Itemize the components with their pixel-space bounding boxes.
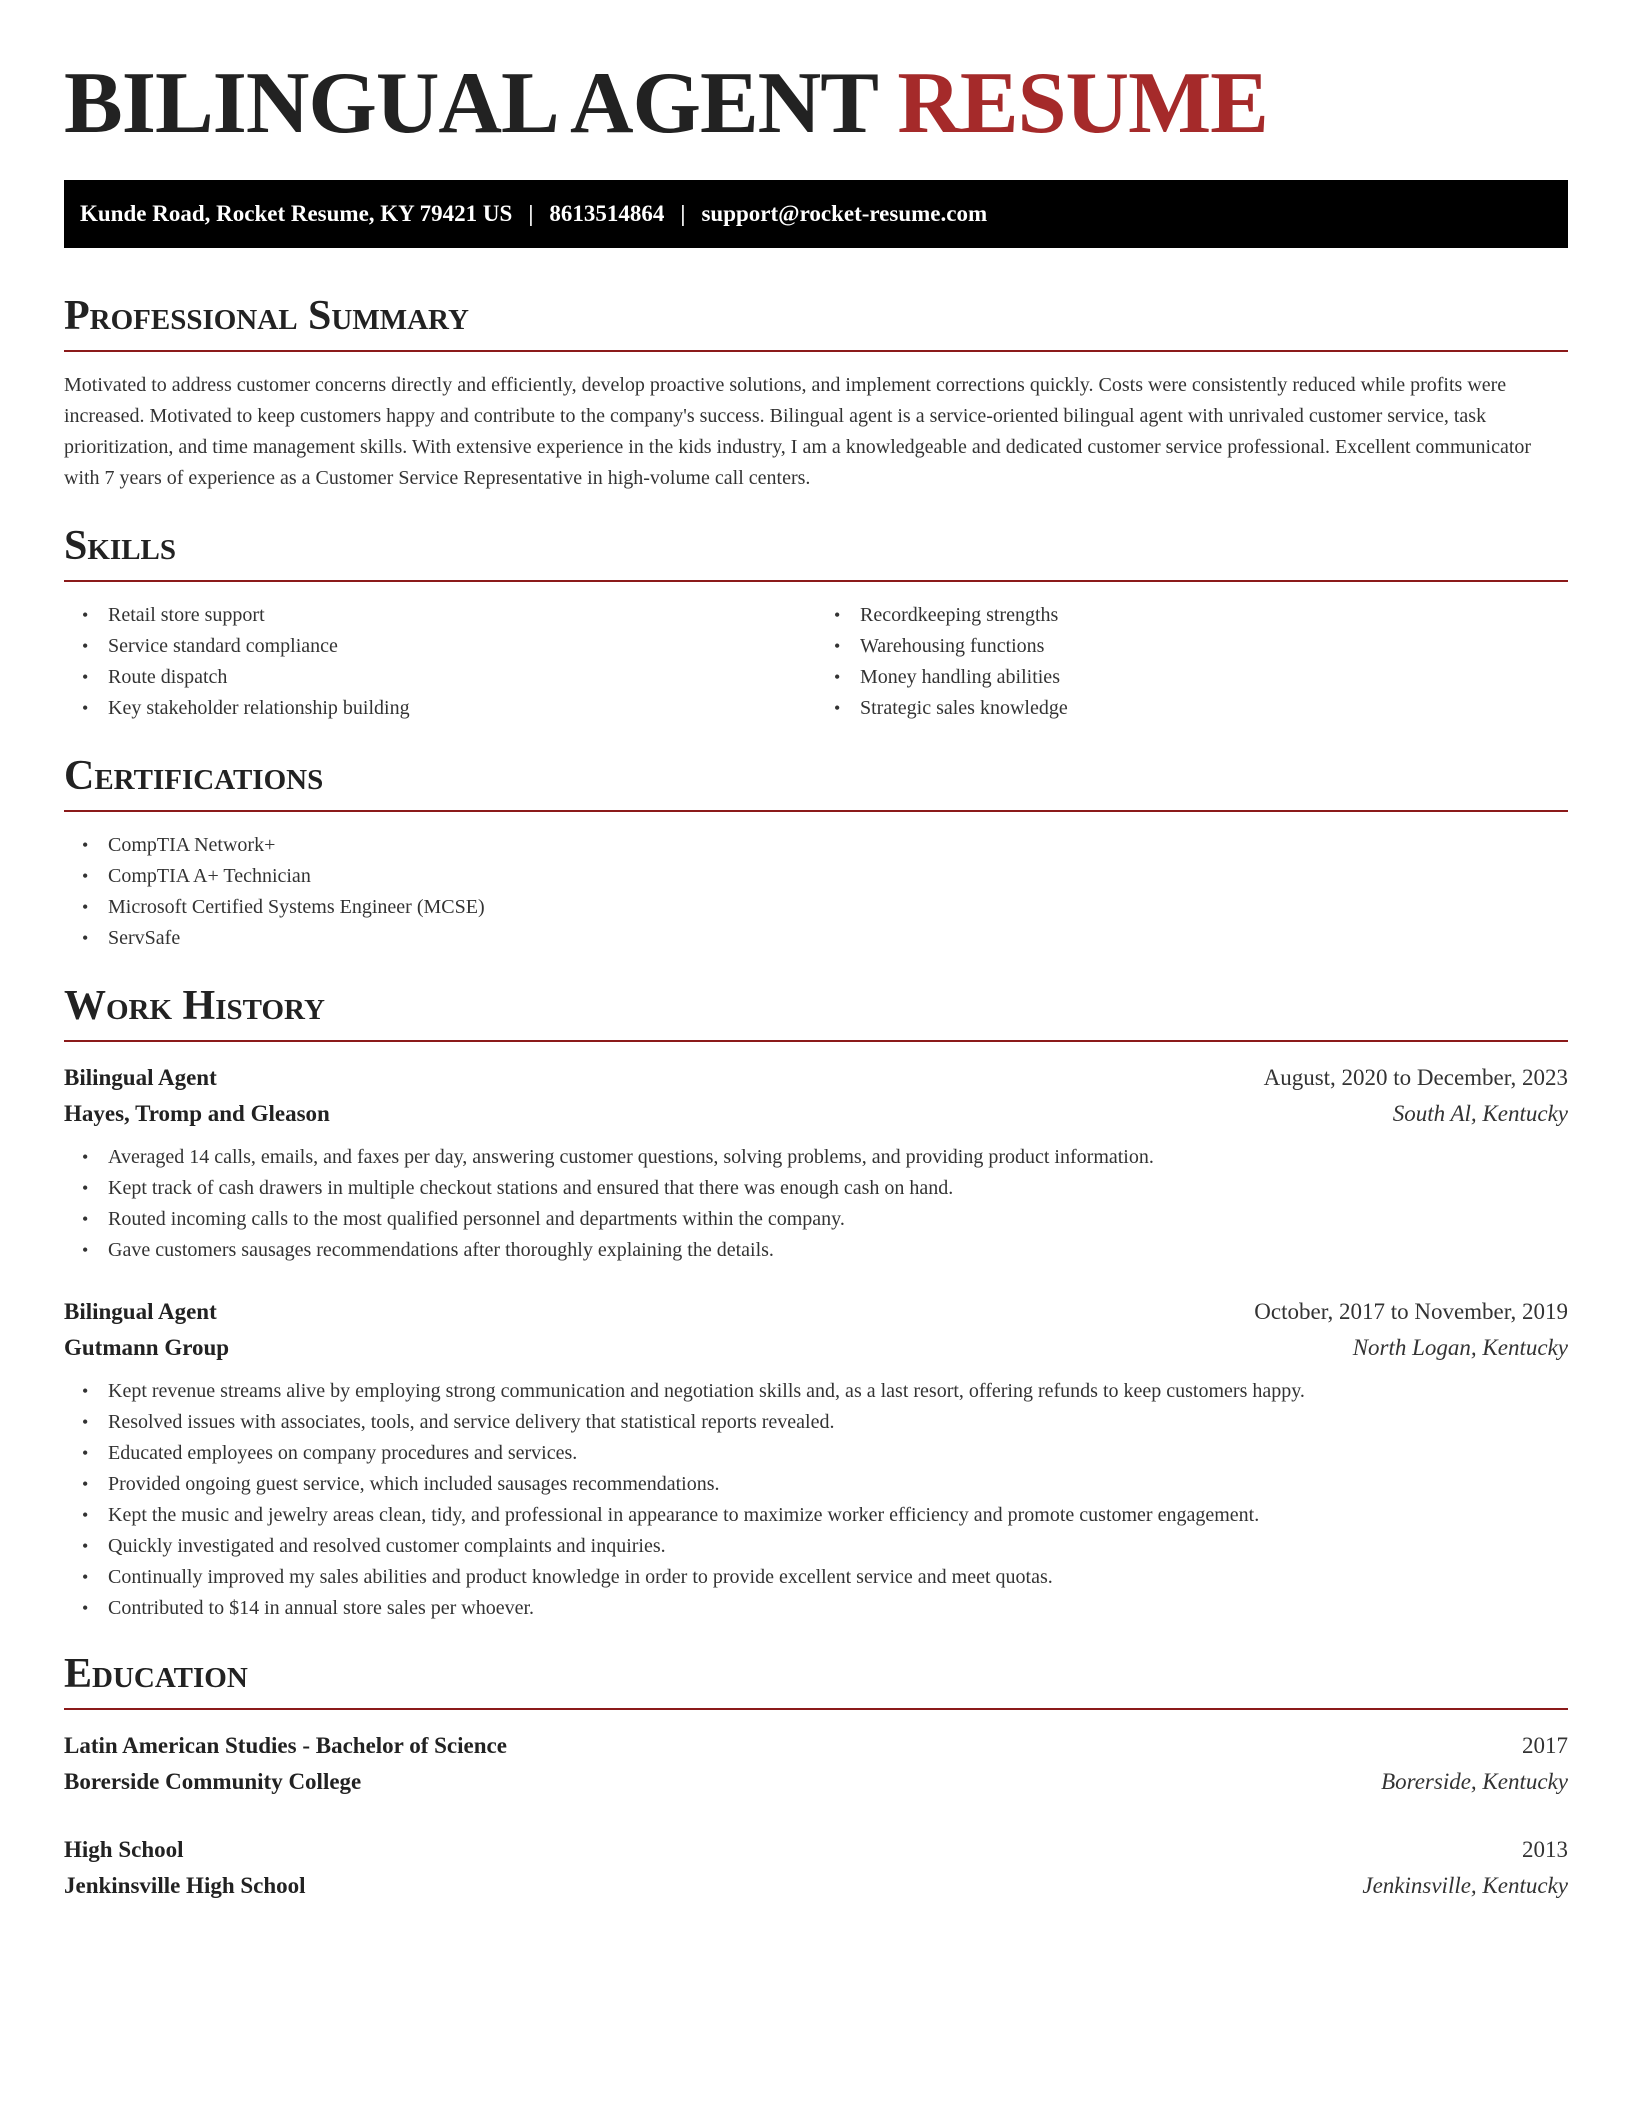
list-item <box>816 600 1568 631</box>
list-item-text: Resolved issues with associates, tools, and service delivery that statistical reports revealed. <box>108 1411 835 1433</box>
contact-separator: | <box>528 201 534 226</box>
work-history-section <box>64 982 1568 1624</box>
bullet-icon: • <box>82 1147 89 1167</box>
skills-list-left <box>64 600 816 724</box>
list-item <box>816 631 1568 662</box>
bullet-icon: • <box>82 1443 89 1463</box>
job-company: Gutmann Group <box>64 1335 230 1360</box>
bullet-icon: • <box>82 1598 89 1618</box>
bullet-icon: • <box>82 1381 89 1401</box>
section-heading: Professional Summary <box>64 293 469 339</box>
section-divider <box>64 350 1568 352</box>
job-location: South Al, Kentucky <box>1392 1101 1568 1126</box>
certifications-list <box>64 830 1568 954</box>
bullet-icon: • <box>834 667 841 687</box>
list-item-text: Kept track of cash drawers in multiple checkout stations and ensured that there was enough cash on hand. <box>108 1177 954 1199</box>
education-entry <box>64 1832 1568 1904</box>
list-item-text: Kept the music and jewelry areas clean, tidy, and professional in appearance to maximize worker efficiency and promote customer engagement. <box>108 1504 1260 1526</box>
list-item-text: Kept revenue streams alive by employing strong communication and negotiation skills and, as a last resort, offering refunds to keep customers happy. <box>108 1380 1305 1402</box>
job-title: Bilingual Agent <box>64 1299 217 1324</box>
list-item <box>64 600 816 631</box>
list-item <box>64 662 816 693</box>
list-item <box>64 1562 1568 1593</box>
title-main: BILINGUAL AGENT <box>64 55 877 152</box>
section-heading: Education <box>64 1651 248 1697</box>
education-degree: Latin American Studies - Bachelor of Science <box>64 1733 507 1758</box>
bullet-icon: • <box>834 636 841 656</box>
section-heading: Work History <box>64 983 325 1029</box>
list-item-text: Recordkeeping strengths <box>860 604 1059 626</box>
job-duties-list <box>64 1142 1568 1266</box>
bullet-icon: • <box>82 1474 89 1494</box>
list-item <box>64 1469 1568 1500</box>
bullet-icon: • <box>82 897 89 917</box>
list-item <box>64 1593 1568 1624</box>
summary-text: Motivated to address customer concerns directly and efficiently, develop proactive solutions, and implement corrections quickly. Costs were consistently reduced while profits were increased. Motivated to keep customers happy and contribute to the company's success. Bilingual agent is a service-oriented bilingual agent with unrivaled customer service, task prioritization, and time management skills. With extensive experience in the kids industry, I am a knowledgeable and dedicated customer service professional. Excellent communicator with 7 years of experience as a Customer Service Representative in high-volume call centers. <box>64 374 1532 489</box>
contact-bar <box>64 180 1568 248</box>
list-item-text: Contributed to $14 in annual store sales per whoever. <box>108 1597 535 1619</box>
summary-section <box>64 292 1568 494</box>
bullet-icon: • <box>82 835 89 855</box>
list-item <box>64 830 1568 861</box>
list-item-text: Continually improved my sales abilities and product knowledge in order to provide excellent service and meet quotas. <box>108 1566 1053 1588</box>
contact-phone: 8613514864 <box>549 201 665 226</box>
job-dates: October, 2017 to November, 2019 <box>1254 1299 1568 1324</box>
list-item <box>64 923 1568 954</box>
section-heading: Certifications <box>64 753 324 799</box>
bullet-icon: • <box>834 698 841 718</box>
list-item-text: Routed incoming calls to the most qualified personnel and departments within the company. <box>108 1208 845 1230</box>
list-item-text: Gave customers sausages recommendations after thoroughly explaining the details. <box>108 1239 774 1261</box>
list-item-text: Key stakeholder relationship building <box>108 697 410 719</box>
contact-email: support@rocket-resume.com <box>701 201 988 226</box>
list-item <box>816 662 1568 693</box>
education-year: 2017 <box>1522 1733 1568 1758</box>
bullet-icon: • <box>82 636 89 656</box>
bullet-icon: • <box>82 1505 89 1525</box>
education-entry <box>64 1728 1568 1800</box>
education-school: Jenkinsville High School <box>64 1873 306 1898</box>
list-item-text: CompTIA A+ Technician <box>108 865 311 887</box>
bullet-icon: • <box>834 605 841 625</box>
title-accent: RESUME <box>897 55 1268 152</box>
list-item-text: Strategic sales knowledge <box>860 697 1068 719</box>
list-item <box>64 1438 1568 1469</box>
job-entry <box>64 1060 1568 1266</box>
list-item <box>64 693 816 724</box>
bullet-icon: • <box>82 1567 89 1587</box>
education-degree: High School <box>64 1837 184 1862</box>
section-divider <box>64 1040 1568 1042</box>
list-item <box>64 1173 1568 1204</box>
bullet-icon: • <box>82 928 89 948</box>
list-item-text: Microsoft Certified Systems Engineer (MCSE) <box>108 896 485 918</box>
list-item <box>64 1376 1568 1407</box>
education-school: Borerside Community College <box>64 1769 362 1794</box>
list-item <box>64 1407 1568 1438</box>
list-item <box>64 1500 1568 1531</box>
bullet-icon: • <box>82 1209 89 1229</box>
skills-section <box>64 522 1568 724</box>
resume-title <box>64 56 1568 152</box>
list-item-text: Warehousing functions <box>860 635 1045 657</box>
bullet-icon: • <box>82 1412 89 1432</box>
bullet-icon: • <box>82 1178 89 1198</box>
job-location: North Logan, Kentucky <box>1352 1335 1568 1360</box>
list-item <box>64 631 816 662</box>
bullet-icon: • <box>82 866 89 886</box>
bullet-icon: • <box>82 667 89 687</box>
section-divider <box>64 810 1568 812</box>
section-heading: Skills <box>64 523 177 569</box>
list-item-text: Retail store support <box>108 604 265 626</box>
job-dates: August, 2020 to December, 2023 <box>1263 1065 1568 1090</box>
contact-separator: | <box>680 201 686 226</box>
list-item <box>64 1531 1568 1562</box>
section-divider <box>64 580 1568 582</box>
education-location: Jenkinsville, Kentucky <box>1362 1873 1568 1898</box>
list-item-text: Averaged 14 calls, emails, and faxes per day, answering customer questions, solving problems, and providing product information. <box>108 1146 1154 1168</box>
section-divider <box>64 1708 1568 1710</box>
contact-address: Kunde Road, Rocket Resume, KY 79421 US <box>80 201 513 226</box>
list-item <box>64 1204 1568 1235</box>
list-item-text: Route dispatch <box>108 666 228 688</box>
list-item-text: Money handling abilities <box>860 666 1060 688</box>
education-location: Borerside, Kentucky <box>1381 1769 1568 1794</box>
job-duties-list <box>64 1376 1568 1624</box>
list-item <box>64 892 1568 923</box>
list-item-text: ServSafe <box>108 927 181 949</box>
list-item <box>64 1235 1568 1266</box>
list-item-text: Educated employees on company procedures and services. <box>108 1442 578 1464</box>
certifications-section <box>64 752 1568 954</box>
bullet-icon: • <box>82 1536 89 1556</box>
list-item-text: Service standard compliance <box>108 635 338 657</box>
list-item <box>816 693 1568 724</box>
list-item <box>64 1142 1568 1173</box>
bullet-icon: • <box>82 1240 89 1260</box>
education-section <box>64 1650 1568 1904</box>
bullet-icon: • <box>82 698 89 718</box>
bullet-icon: • <box>82 605 89 625</box>
list-item-text: Provided ongoing guest service, which included sausages recommendations. <box>108 1473 720 1495</box>
list-item <box>64 861 1568 892</box>
list-item-text: CompTIA Network+ <box>108 834 276 856</box>
education-year: 2013 <box>1522 1837 1568 1862</box>
job-entry <box>64 1294 1568 1624</box>
skills-list-right <box>816 600 1568 724</box>
list-item-text: Quickly investigated and resolved customer complaints and inquiries. <box>108 1535 666 1557</box>
job-company: Hayes, Tromp and Gleason <box>64 1101 330 1126</box>
job-title: Bilingual Agent <box>64 1065 217 1090</box>
